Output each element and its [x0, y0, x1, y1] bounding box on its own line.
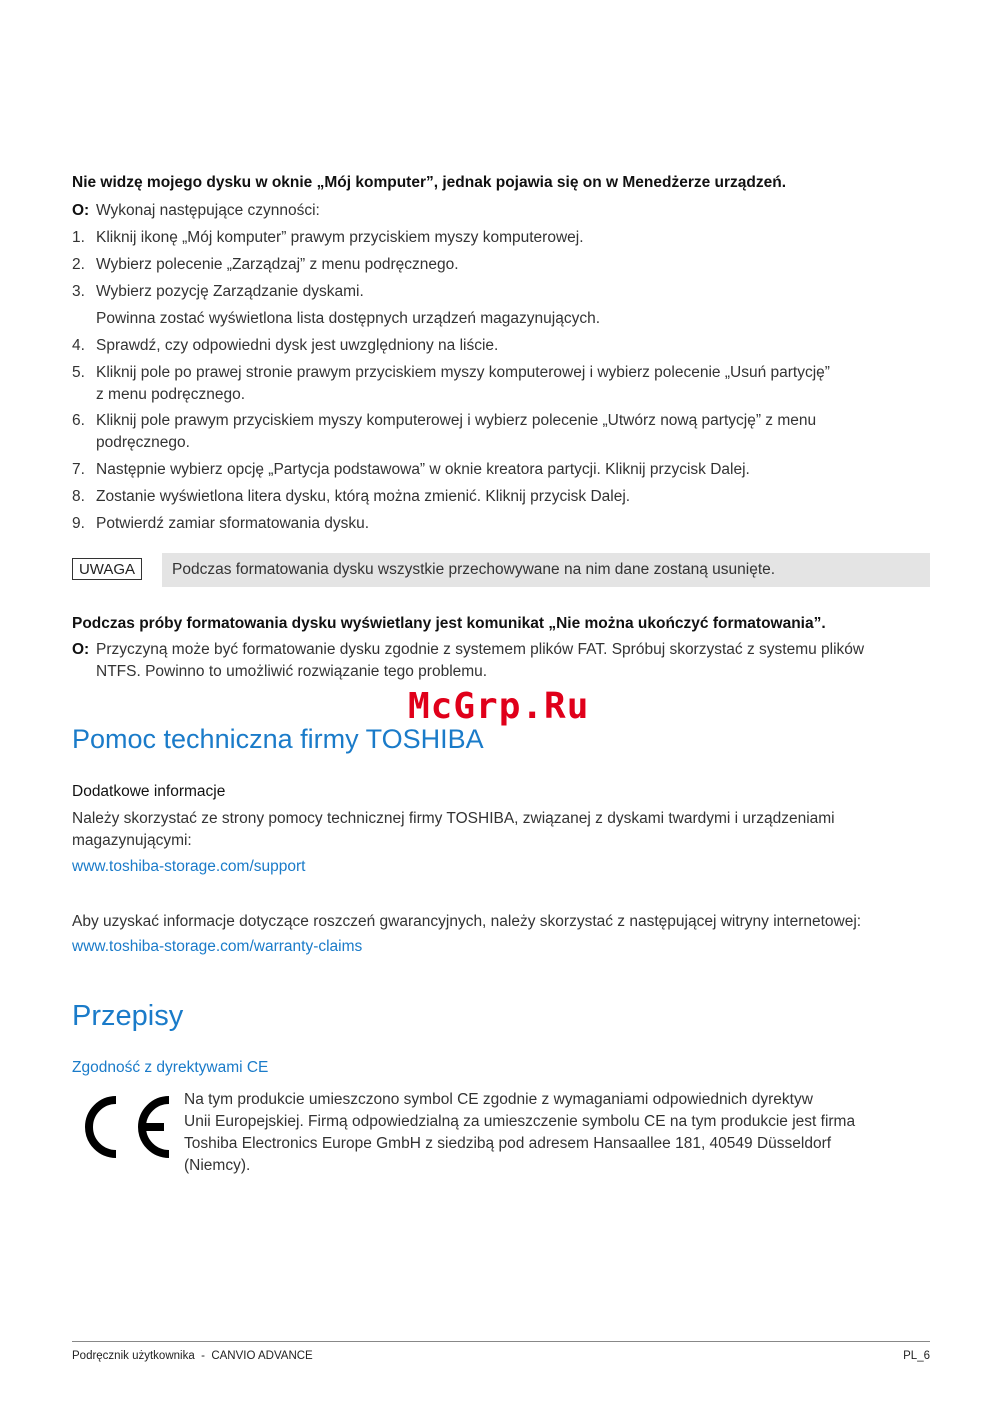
faq2-answer-text: NTFS. Powinno to umożliwić rozwiązanie tego problemu.	[96, 663, 488, 680]
footer-title: Podręcznik użytkownika - CANVIO ADVANCE	[72, 1350, 313, 1362]
step-text: Kliknij pole po prawej stronie prawym przyciskiem myszy komputerowej i wybierz polecenie „Usuń partycję”	[96, 364, 830, 381]
ce-mark-icon	[76, 1094, 174, 1160]
step-number: 9.	[72, 515, 85, 532]
regulations-heading: Przepisy	[72, 1000, 184, 1032]
step-text: Zostanie wyświetlona litera dysku, którą można zmienić. Kliknij przycisk Dalej.	[96, 488, 631, 505]
list-item	[72, 227, 930, 249]
ce-text-line: Na tym produkcie umieszczono symbol CE zgodnie z wymaganiami odpowiednich dyrektyw	[184, 1091, 813, 1108]
step-number: 6.	[72, 412, 85, 429]
step-text: Sprawdź, czy odpowiedni dysk jest uwzględniony na liście.	[96, 337, 499, 354]
step-text: Kliknij pole prawym przyciskiem myszy komputerowej i wybierz polecenie „Utwórz nową partycję” z menu	[96, 412, 817, 429]
faq1-answer-text: Wykonaj następujące czynności:	[96, 202, 320, 219]
step-text: podręcznego.	[96, 434, 190, 451]
ce-text-line: Toshiba Electronics Europe GmbH z siedzibą pod adresem Hansaallee 181, 40549 Düsseldorf	[184, 1135, 832, 1152]
ce-text	[184, 1089, 855, 1177]
step-number: 7.	[72, 461, 85, 478]
step-text: Następnie wybierz opcję „Partycja podstawowa” w oknie kreatora partycji. Kliknij przycisk Dalej.	[96, 461, 750, 478]
faq1-answer-prefix: O:	[72, 202, 90, 219]
list-item	[72, 410, 930, 454]
faq1-question: Nie widzę mojego dysku w oknie „Mój komputer”, jednak pojawia się on w Menedżerze urządzeń.	[72, 174, 787, 191]
faq2-question: Podczas próby formatowania dysku wyświetlany jest komunikat „Nie można ukończyć formatowania”.	[72, 615, 826, 632]
step-text: Powinna zostać wyświetlona lista dostępnych urządzeń magazynujących.	[96, 310, 601, 327]
footer-divider	[72, 1341, 930, 1342]
list-item	[72, 308, 930, 330]
support-text	[72, 808, 835, 852]
step-number: 8.	[72, 488, 85, 505]
support-subheading: Dodatkowe informacje	[72, 783, 226, 800]
ce-subheading: Zgodność z dyrektywami CE	[72, 1059, 269, 1076]
support-text-line: Należy skorzystać ze strony pomocy technicznej firmy TOSHIBA, związanej z dyskami twardymi i urządzeniami	[72, 810, 835, 827]
step-text: Kliknij ikonę „Mój komputer” prawym przyciskiem myszy komputerowej.	[96, 229, 584, 246]
faq2-answer	[72, 639, 930, 683]
watermark: McGrp.Ru	[408, 686, 590, 727]
note-label: UWAGA	[72, 558, 142, 580]
step-number: 4.	[72, 337, 85, 354]
ce-text-line: Unii Europejskiej. Firmą odpowiedzialną za umieszczenie symbolu CE na tym produkcie jest firma	[184, 1113, 856, 1130]
list-item	[72, 335, 930, 357]
support-text-line: magazynującymi:	[72, 832, 192, 849]
step-text: Potwierdź zamiar sformatowania dysku.	[96, 515, 370, 532]
ce-text-line: (Niemcy).	[184, 1157, 251, 1174]
step-text: z menu podręcznego.	[96, 386, 246, 403]
warranty-text: Aby uzyskać informacje dotyczące roszczeń gwarancyjnych, należy skorzystać z następującej witryny internetowej:	[72, 913, 862, 930]
list-item	[72, 281, 930, 303]
faq1-answer	[72, 200, 930, 222]
step-number: 1.	[72, 229, 85, 246]
list-item	[72, 486, 930, 508]
step-number: 2.	[72, 256, 85, 273]
list-item	[72, 459, 930, 481]
list-item	[72, 362, 930, 406]
warranty-link[interactable]: www.toshiba-storage.com/warranty-claims	[72, 938, 363, 955]
step-number: 5.	[72, 364, 85, 381]
step-number: 3.	[72, 283, 85, 300]
support-link[interactable]: www.toshiba-storage.com/support	[72, 858, 306, 875]
support-heading: Pomoc techniczna firmy TOSHIBA	[72, 724, 484, 754]
faq2-answer-prefix: O:	[72, 641, 90, 658]
note-text: Podczas formatowania dysku wszystkie przechowywane na nim dane zostaną usunięte.	[162, 553, 930, 587]
list-item	[72, 513, 930, 535]
list-item	[72, 254, 930, 276]
step-text: Wybierz polecenie „Zarządzaj” z menu podręcznego.	[96, 256, 459, 273]
faq2-answer-text: Przyczyną może być formatowanie dysku zgodnie z systemem plików FAT. Spróbuj skorzystać z systemu plików	[96, 641, 865, 658]
step-text: Wybierz pozycję Zarządzanie dyskami.	[96, 283, 364, 300]
page-number: PL_6	[903, 1350, 930, 1362]
